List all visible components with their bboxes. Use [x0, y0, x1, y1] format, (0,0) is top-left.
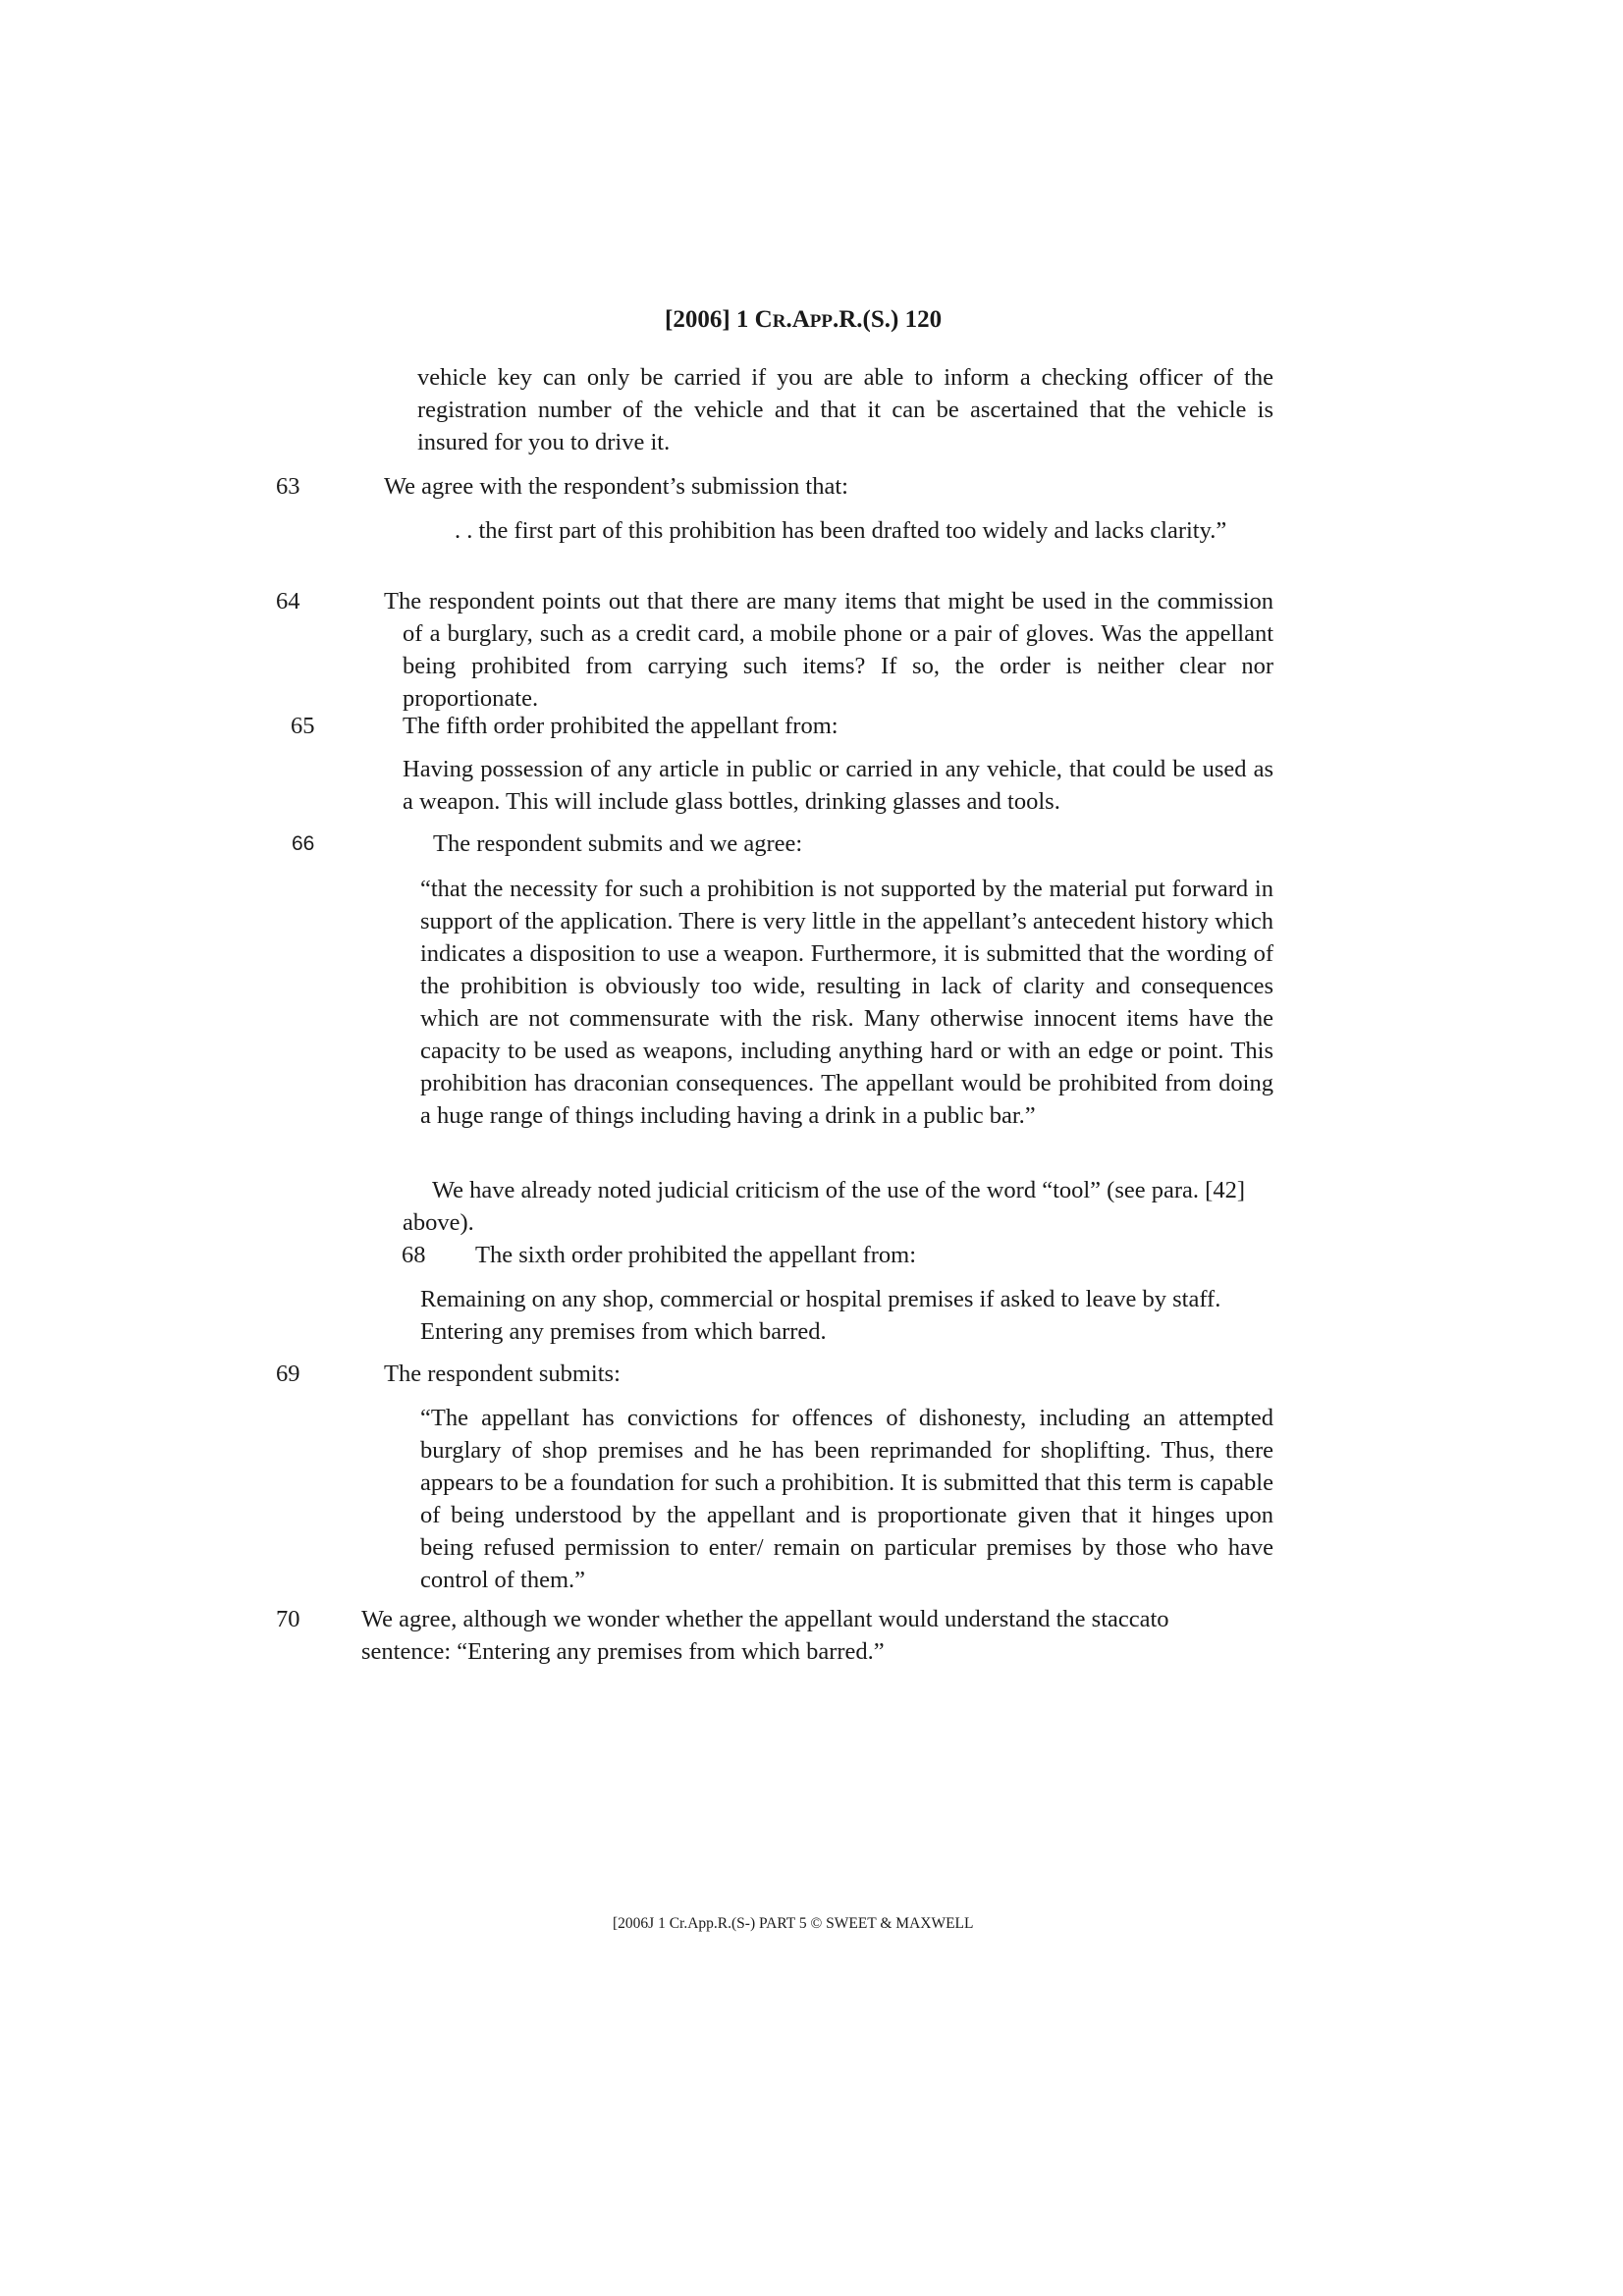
- paragraph-number-68: 68: [402, 1242, 426, 1268]
- paragraph-63-text: We agree with the respondent’s submission that:: [384, 473, 848, 500]
- header-lead: [2006] 1 C: [665, 306, 773, 333]
- quote-63: . . the first part of this prohibition has been drafted too widely and lacks clarity.”: [455, 517, 1227, 544]
- header-tail: .R.(S.) 120: [832, 306, 943, 333]
- paragraph-67-text: We have already noted judicial criticism of the use of the word “tool” (see para. [42] above).: [403, 1177, 1245, 1236]
- running-header: [665, 303, 942, 338]
- paragraph-65-text: The fifth order prohibited the appellant from:: [403, 713, 839, 739]
- quote-66: “that the necessity for such a prohibition is not supported by the material put forward in support of the application. There is very little in the appellant’s antecedent history which indicates a disposition to use a weapon. Furthermore, it is submitted that the wording of the prohibition is obviously too wide, resulting in lack of clarity and consequences which are not commensurate with the risk. Many otherwise innocent items have the capacity to be used as weapons, including anything hard or with an edge or point. This prohibition has draconian consequences. The appellant would be prohibited from doing a huge range of things including having a drink in a public bar.”: [420, 876, 1273, 1129]
- quote-65: Having possession of any article in public or carried in any vehicle, that could be used as a weapon. This will include glass bottles, drinking glasses and tools.: [403, 756, 1273, 815]
- paragraph-70-text: We agree, although we wonder whether the appellant would understand the staccato sentence: “Entering any premises from which barred.”: [361, 1606, 1169, 1665]
- paragraph-66-text: The respondent submits and we agree:: [433, 830, 803, 857]
- paragraph-number-70: 70: [276, 1606, 300, 1632]
- paragraph-number-69: 69: [276, 1361, 300, 1387]
- header-smallcaps-r: R: [772, 311, 786, 332]
- paragraph-number-65: 65: [291, 713, 315, 739]
- paragraph-68-text: The sixth order prohibited the appellant from:: [475, 1242, 917, 1268]
- continuation-paragraph: vehicle key can only be carried if you are able to inform a checking officer of the registration number of the vehicle and that it can be ascertained that the vehicle is insured for you to drive it.: [417, 364, 1273, 455]
- paragraph-69-text: The respondent submits:: [384, 1361, 621, 1387]
- paragraph-64-text: The respondent points out that there are many items that might be used in the commission of a burglary, such as a credit card, a mobile phone or a pair of gloves. Was the appellant being prohibited from carrying such items? If so, the order is neither clear nor proportionate.: [384, 588, 1273, 712]
- paragraph-number-64: 64: [276, 588, 300, 614]
- header-mid: .A: [785, 306, 810, 333]
- paragraph-number-63: 63: [276, 473, 300, 500]
- quote-68: Remaining on any shop, commercial or hospital premises if asked to leave by staff. Entering any premises from which barred.: [420, 1286, 1221, 1345]
- paragraph-number-66: 66: [292, 832, 315, 855]
- header-smallcaps-pp: PP: [809, 311, 833, 332]
- quote-69: “The appellant has convictions for offences of dishonesty, including an attempted burglary of shop premises and he has been reprimanded for shoplifting. Thus, there appears to be a foundation for such a prohibition. It is submitted that this term is capable of being understood by the appellant and is proportionate given that it hinges upon being refused permission to enter/ remain on particular premises by those who have control of them.”: [420, 1405, 1273, 1593]
- page-footer: [2006J 1 Cr.App.R.(S-) PART 5 © SWEET & MAXWELL: [613, 1915, 974, 1932]
